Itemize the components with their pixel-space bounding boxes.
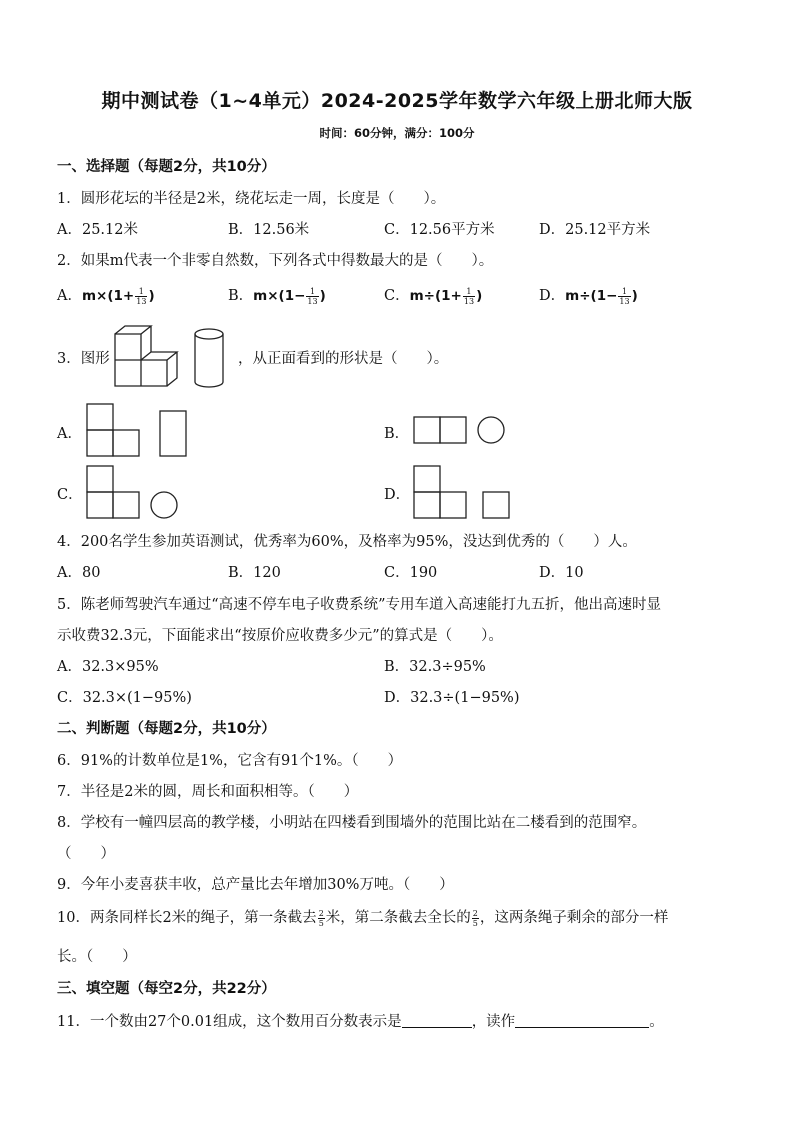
question-11: [57, 1010, 664, 1031]
q11-part2: ，读作: [471, 1014, 516, 1030]
q10-part2: 米，第二条截去全长的: [325, 910, 471, 926]
q10-part1: 10．两条同样长2米的绳子，第一条截去: [57, 910, 317, 926]
cube-depth-edges: [115, 326, 177, 386]
fraction-denominator: 13: [619, 296, 630, 306]
q1-option-b: B．12.56米: [228, 222, 310, 238]
fraction-denominator: 13: [307, 296, 318, 306]
section-heading-choice: 一、选择题（每题2分，共10分）: [57, 159, 276, 175]
q11-blank-1[interactable]: [402, 1013, 472, 1028]
q4-option-a: A．80: [57, 565, 101, 581]
q2-option-b-fraction: [306, 287, 318, 306]
q5-option-b: B．32.3÷95%: [384, 659, 486, 675]
q5-option-a: A．32.3×95%: [57, 659, 159, 675]
fraction-numerator: 1: [306, 287, 318, 297]
q10-fraction-2: [472, 909, 479, 928]
fraction-denominator: 13: [136, 296, 147, 306]
q3-option-b-figure: [413, 416, 509, 446]
q4-option-b: B．120: [228, 565, 281, 581]
q2-option-b-prefix: B．: [228, 288, 254, 304]
question-2-stem: 2．如果m代表一个非零自然数，下列各式中得数最大的是（ ）。: [57, 253, 494, 269]
question-4-stem: 4．200名学生参加英语测试，优秀率为60%，及格率为95%，没达到优秀的（ ）人。: [57, 534, 637, 550]
fraction-denominator: 13: [463, 296, 475, 306]
fraction-numerator: 1: [135, 287, 147, 297]
q1-option-a: A．25.12米: [57, 222, 138, 238]
q2-option-d: [539, 284, 638, 306]
fraction-denominator: 5: [472, 918, 478, 928]
question-5-stem-line1: 5．陈老师驾驶汽车通过“高速不停车电子收费系统”专用车道入高速能打九五折，他出高速时显: [57, 597, 662, 613]
question-5-stem-line2: 示收费32.3元，下面能求出“按原价应收费多少元”的算式是（ ）。: [57, 628, 503, 644]
q11-part3: 。: [649, 1014, 664, 1030]
fraction-numerator: 1: [618, 287, 630, 297]
page-title: 期中测试卷（1~4单元）2024-2025学年数学六年级上册北师大版: [101, 90, 693, 112]
q2-option-c-fraction: [463, 287, 475, 306]
fraction-numerator: 1: [463, 287, 475, 297]
cylinder-body: [195, 334, 223, 387]
q1-option-c: C．12.56平方米: [384, 222, 495, 238]
q2-option-d-prefix: D．: [539, 288, 566, 304]
q4-option-c: C．190: [384, 565, 438, 581]
q3-option-c-label: C．: [57, 487, 83, 503]
q11-blank-2[interactable]: [515, 1013, 649, 1028]
fraction-numerator: 2: [318, 908, 324, 918]
q11-part1: 11．一个数由27个0.01组成，这个数用百分数表示是: [57, 1014, 402, 1030]
q1-option-d: D．25.12平方米: [539, 222, 651, 238]
fraction-numerator: 2: [472, 908, 478, 918]
question-6: 6．91%的计数单位是1%，它含有91个1%。（ ）: [57, 753, 403, 769]
q2-option-d-close: ): [631, 288, 638, 304]
q2-option-b-close: ): [319, 288, 326, 304]
q3-option-d-label: D．: [384, 487, 411, 503]
q2-option-a-expr: m×(1+: [81, 288, 135, 304]
fraction-denominator: 5: [318, 918, 324, 928]
q3-option-d-figure: [413, 465, 513, 521]
q3-option-a-label: A．: [57, 426, 82, 442]
question-3-stem-start: 3．图形: [57, 351, 110, 367]
question-8-line2: （ ）: [57, 846, 115, 862]
q2-option-b: [228, 284, 326, 306]
question-1-stem: 1．圆形花坛的半径是2米，绕花坛走一周，长度是（ ）。: [57, 191, 446, 207]
q5-option-d: D．32.3÷(1−95%): [384, 690, 520, 706]
q3-option-a-figure: [86, 403, 188, 459]
q5-option-c: C．32.3×(1−95%): [57, 690, 192, 706]
question-9: 9．今年小麦喜获丰收，总产量比去年增加30%万吨。（ ）: [57, 877, 454, 893]
q3-option-b-label: B．: [384, 426, 410, 442]
cylinder-top: [195, 329, 223, 339]
q10-part3: ，这两条绳子剩余的部分一样: [479, 910, 669, 926]
q2-option-b-expr: m×(1−: [253, 288, 306, 304]
q2-option-a-close: ): [148, 288, 155, 304]
q2-option-c-expr: m÷(1+: [409, 288, 462, 304]
q3-option-c-figure: [86, 465, 182, 521]
question-10-line1: [57, 906, 668, 928]
q2-option-a-prefix: A．: [57, 288, 82, 304]
section-heading-fill-blank: 三、填空题（每空2分，共22分）: [57, 981, 276, 997]
q2-option-c-close: ): [476, 288, 483, 304]
question-10-line2: 长。（ ）: [57, 949, 137, 965]
q2-option-a-fraction: [135, 287, 147, 306]
q4-option-d: D．10: [539, 565, 584, 581]
question-8-line1: 8．学校有一幢四层高的教学楼，小明站在四楼看到围墙外的范围比站在二楼看到的范围窄。: [57, 815, 647, 831]
question-3-stem-end: ，从正面看到的形状是（ ）。: [238, 351, 449, 367]
q2-option-d-expr: m÷(1−: [565, 288, 618, 304]
q2-option-c: [384, 284, 482, 306]
q2-option-d-fraction: [618, 287, 630, 306]
q2-option-c-prefix: C．: [384, 288, 410, 304]
exam-time-info: 时间：60分钟，满分：100分: [319, 126, 475, 140]
q2-option-a: [57, 284, 155, 306]
q10-fraction-1: [318, 909, 325, 928]
question-7: 7．半径是2米的圆，周长和面积相等。（ ）: [57, 784, 359, 800]
q3-solid-figure: [113, 324, 231, 390]
section-heading-judgment: 二、判断题（每题2分，共10分）: [57, 721, 276, 737]
